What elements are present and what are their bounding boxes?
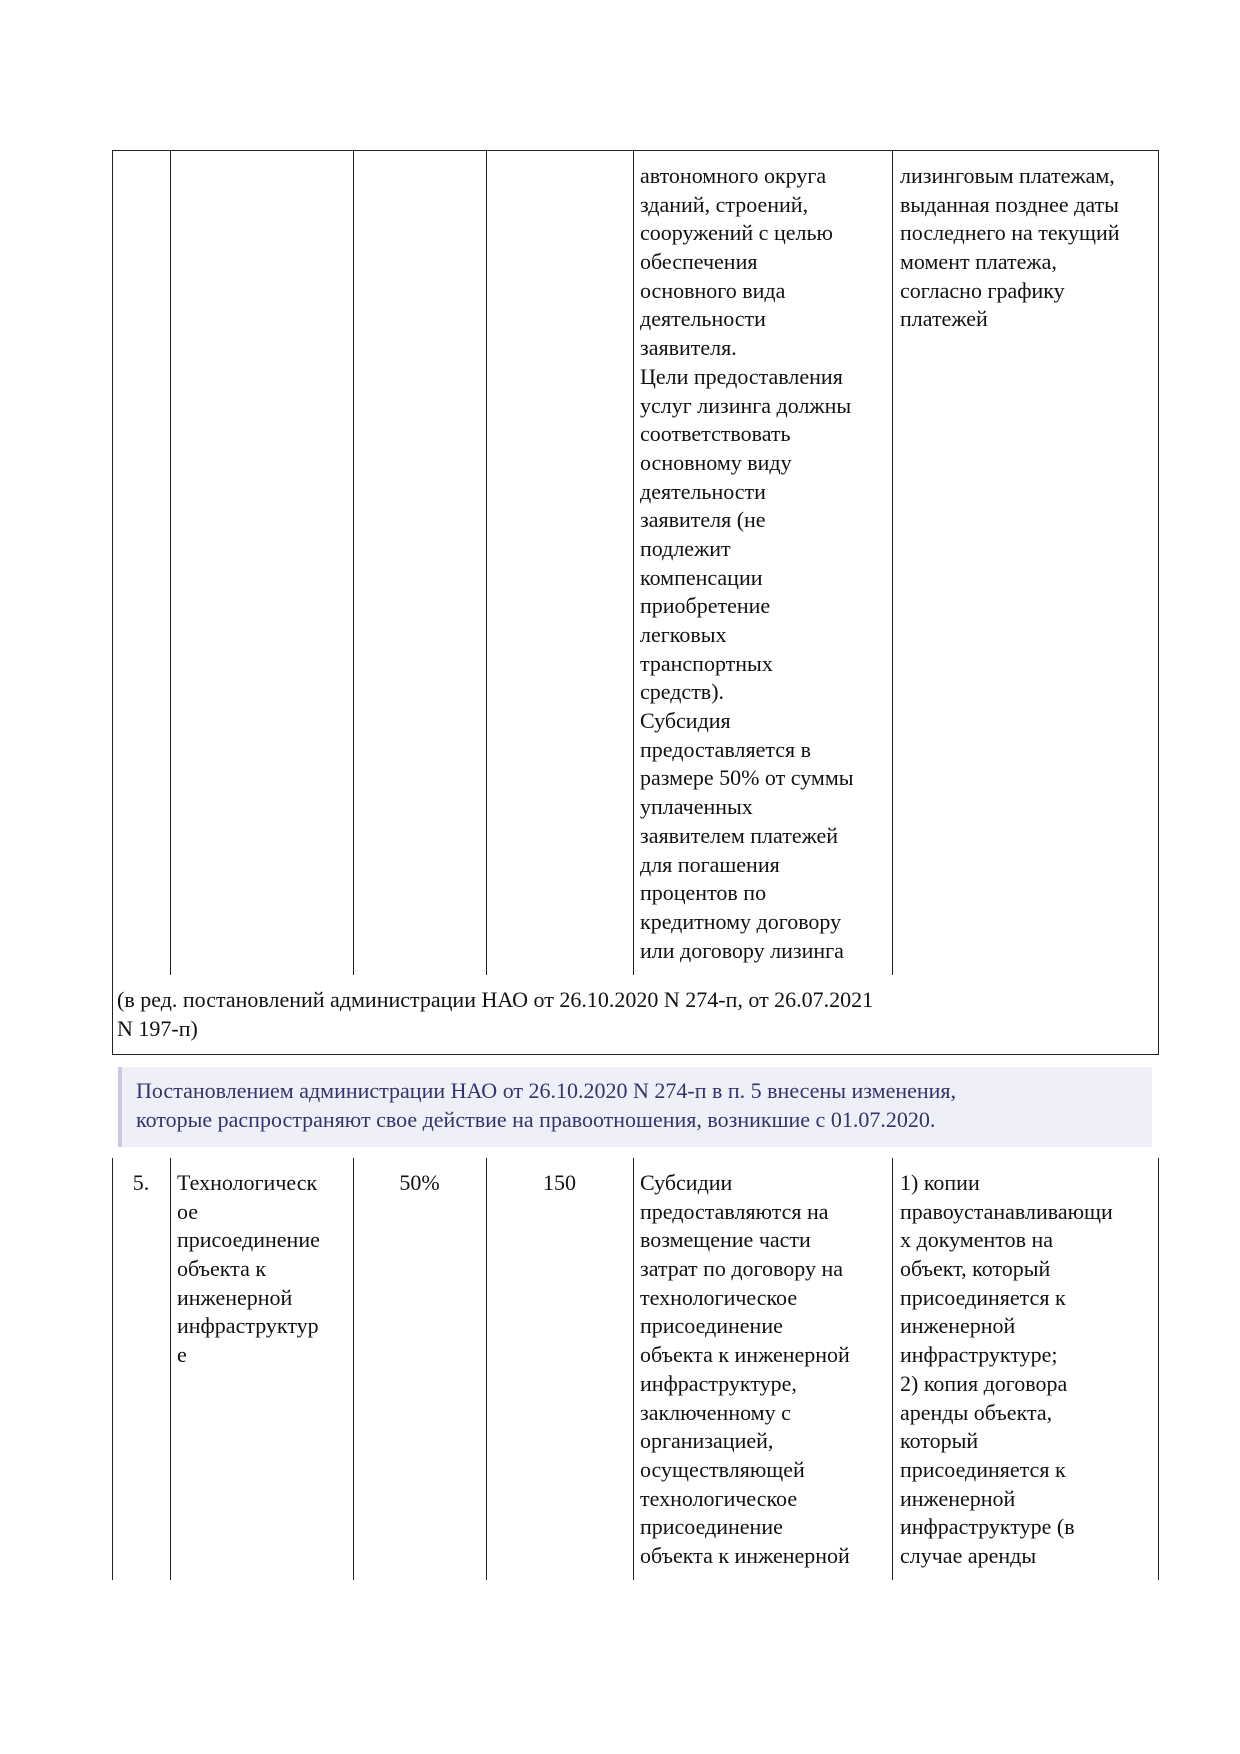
text-line: или договору лизинга	[640, 937, 844, 963]
subsidy-amount: 150	[543, 1170, 576, 1195]
text-line: инженерной	[177, 1284, 293, 1310]
column-divider	[633, 150, 634, 975]
text-line: выданная позднее даты	[900, 191, 1119, 217]
text-line: объекта к инженерной	[640, 1342, 850, 1368]
column-divider	[486, 150, 487, 975]
row-number: 5.	[132, 1170, 150, 1195]
text-line: аренды объекта,	[900, 1399, 1053, 1425]
subsidy-percent: 50%	[399, 1170, 440, 1195]
column-divider	[633, 1158, 634, 1580]
text-line: N 197-п)	[117, 1015, 198, 1041]
text-line: предоставляется в	[640, 736, 812, 762]
text-line: х документов на	[900, 1227, 1053, 1253]
text-line: уплаченных	[640, 794, 753, 820]
text-line: приобретение	[640, 593, 771, 619]
text-line: который	[900, 1428, 979, 1454]
text-line: объекта к инженерной	[640, 1542, 850, 1568]
column-divider	[892, 150, 893, 975]
table-left-border	[112, 1158, 113, 1580]
text-line: инфраструктуре,	[640, 1370, 797, 1396]
text-line: легковых	[640, 622, 727, 647]
text-line: е	[177, 1342, 187, 1368]
text-line: транспортных	[640, 650, 773, 676]
text-line: размере 50% от суммы	[640, 765, 854, 791]
text-line: основного вида	[640, 277, 786, 303]
column-divider	[170, 1158, 171, 1580]
text-line: правоустанавливающи	[900, 1198, 1113, 1224]
text-line: заявителя.	[640, 335, 737, 361]
column-divider	[170, 150, 171, 975]
text-line: деятельности	[640, 306, 766, 332]
text-line: технологическое	[640, 1284, 798, 1310]
table-right-border	[1158, 1158, 1159, 1580]
text-line: обеспечения	[640, 249, 758, 275]
conditions-cell	[640, 1169, 850, 1571]
text-line: (в ред. постановлений администрации НАО от 26.10.2020 N 274-п, от 26.07.2021	[117, 987, 874, 1012]
table-top-border	[112, 150, 1159, 151]
text-line: инфраструктур	[177, 1313, 319, 1339]
table-right-border	[1158, 150, 1159, 1055]
text-line: лизинговым платежам,	[900, 163, 1115, 188]
row-divider	[112, 1054, 1159, 1055]
text-line: инфраструктуре (в	[900, 1514, 1075, 1540]
text-line: заявителем платежей	[640, 822, 839, 848]
text-line: Цели предоставления	[640, 363, 843, 389]
text-line: зданий, строений,	[640, 191, 809, 217]
text-line: сооружений с целью	[640, 220, 833, 246]
text-line: Технологическ	[177, 1170, 318, 1195]
text-line: присоединение	[177, 1227, 320, 1253]
conditions-cell-continued	[640, 162, 854, 965]
amendment-info-box	[118, 1067, 1152, 1147]
column-divider	[892, 1158, 893, 1580]
text-line: Постановлением администрации НАО от 26.10.2020 N 274-п в п. 5 внесены изменения,	[136, 1078, 957, 1103]
measure-name	[177, 1169, 320, 1370]
text-line: присоединяется к	[900, 1284, 1066, 1310]
text-line: компенсации	[640, 564, 763, 590]
text-line: объект, который	[900, 1256, 1051, 1282]
text-line: согласно графику	[900, 277, 1065, 303]
text-line: Субсидии	[640, 1170, 733, 1195]
text-line: присоединение	[640, 1313, 783, 1339]
text-line: присоединение	[640, 1514, 783, 1540]
column-divider	[486, 1158, 487, 1580]
text-line: случае аренды	[900, 1542, 1037, 1568]
text-line: автономного округа	[640, 163, 827, 188]
text-line: осуществляющей	[640, 1456, 805, 1482]
text-line: присоединяется к	[900, 1456, 1066, 1482]
text-line: 1) копии	[900, 1170, 980, 1195]
text-line: деятельности	[640, 478, 766, 504]
text-line: заключенному с	[640, 1399, 791, 1425]
text-line: организацией,	[640, 1428, 774, 1454]
text-line: соответствовать	[640, 421, 791, 447]
text-line: Субсидия	[640, 708, 731, 734]
documents-cell-continued	[900, 162, 1120, 334]
text-line: услуг лизинга должны	[640, 392, 852, 418]
text-line: момент платежа,	[900, 249, 1057, 275]
documents-cell	[900, 1169, 1113, 1571]
text-line: заявителя (не	[640, 507, 766, 533]
text-line: инженерной	[900, 1485, 1016, 1511]
edition-note	[117, 986, 873, 1043]
text-line: основному виду	[640, 449, 792, 475]
text-line: затрат по договору на	[640, 1256, 844, 1282]
text-line: процентов по	[640, 880, 767, 906]
text-line: платежей	[900, 306, 988, 332]
text-line: предоставляются на	[640, 1198, 829, 1224]
column-divider	[353, 150, 354, 975]
text-line: для погашения	[640, 851, 780, 877]
column-divider	[353, 1158, 354, 1580]
table-left-border	[112, 150, 113, 1055]
text-line: технологическое	[640, 1485, 798, 1511]
text-line: 2) копия договора	[900, 1370, 1068, 1396]
text-line: инженерной	[900, 1313, 1016, 1339]
text-line: объекта к	[177, 1256, 267, 1282]
text-line: последнего на текущий	[900, 220, 1120, 246]
text-line: ое	[177, 1198, 199, 1224]
text-line: кредитному договору	[640, 908, 842, 934]
text-line: инфраструктуре;	[900, 1342, 1058, 1368]
text-line: которые распространяют свое действие на правоотношения, возникшие с 01.07.2020.	[136, 1106, 936, 1132]
text-line: подлежит	[640, 535, 731, 561]
text-line: средств).	[640, 679, 725, 705]
text-line: возмещение части	[640, 1227, 811, 1253]
